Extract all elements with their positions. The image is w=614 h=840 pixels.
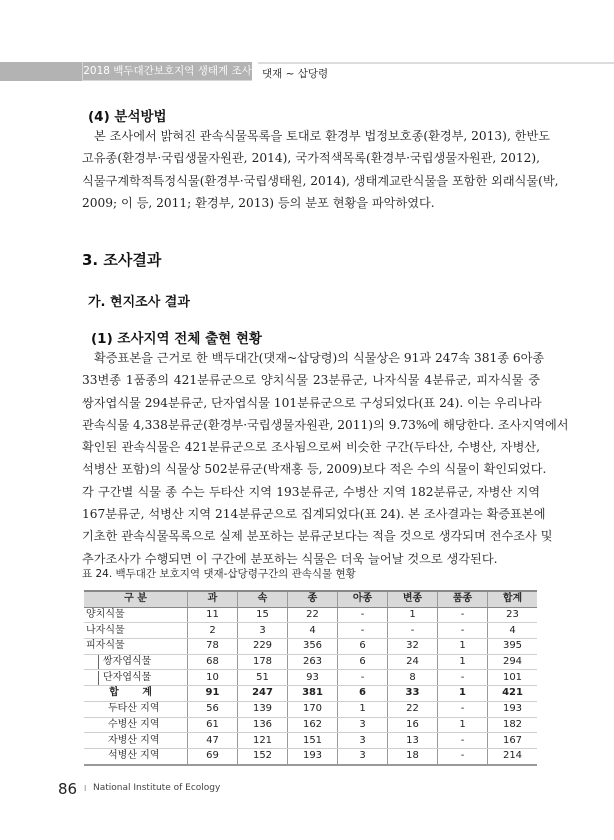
table-cell: 1 [438,686,488,702]
table-cell: 69 [188,748,238,764]
table-cell: - [338,607,388,623]
results-heading: 3. 조사결과 [82,251,162,269]
text-line: 각 구간별 식물 종 수는 두타산 지역 193분류군, 수병산 지역 182분류군, 자병산 지역 [82,484,540,499]
text-line: 확증표본을 근거로 한 백두대간(댓재~삽당령)의 식물상은 91과 247속 381종 6아종 [94,351,545,365]
row-label: 합 계 [84,686,188,702]
table-cell: 294 [488,654,538,670]
table-row [84,733,537,749]
table-cell: - [438,748,488,764]
row-label-text: 단자엽식물 [103,671,152,683]
table-cell: 167 [488,733,538,749]
table-row [84,670,537,686]
table-cell: 421 [488,686,538,702]
table-cell: 3 [238,623,288,639]
table-header-row [84,591,537,607]
table-cell: - [438,701,488,717]
table-cell: 4 [288,623,338,639]
table-cell: 15 [238,607,288,623]
table-cell: 24 [388,654,438,670]
table-cell: 6 [338,639,388,655]
table-cell: 139 [238,701,288,717]
table-cell: 6 [338,686,388,702]
table-cell: 56 [188,701,238,717]
table-cell: 3 [338,717,388,733]
table-cell: 6 [338,654,388,670]
row-label: 석병산 지역 [84,748,188,764]
table-caption: 표 24. 백두대간 보호지역 댓재-삽당령구간의 관속식물 현황 [82,568,356,580]
table-cell: 121 [238,733,288,749]
column-header: 변종 [388,591,438,607]
table-cell: 93 [288,670,338,686]
table-cell: - [438,623,488,639]
table-cell: - [438,607,488,623]
section-name: 댓재 ~ 삽당령 [262,68,329,80]
row-label: 피자식물 [84,639,188,655]
table-cell: 395 [488,639,538,655]
page-number: 86 [58,780,78,798]
text-line: 167분류군, 석병산 지역 214분류군으로 집계되었다(표 24). 본 조사결과는 확증표본에 [82,507,546,522]
table-cell: 356 [288,639,338,655]
table-cell: 11 [188,607,238,623]
table-row [84,748,537,764]
table-cell: 3 [338,733,388,749]
indent-bracket [84,671,99,685]
table-cell: - [338,670,388,686]
text-line: 확인된 관속식물은 421분류군으로 조사됨으로써 비슷한 구간(두타산, 수병산, 자병산, [82,440,540,455]
table-row [84,654,537,670]
table-cell: 68 [188,654,238,670]
row-label: 자병산 지역 [84,733,188,749]
column-header: 품종 [438,591,488,607]
text-line: 기초한 관속식물목록으로 실제 분포하는 분류군보다는 적을 것으로 생각되며 전수조사 및 [82,529,553,544]
overall-occurrence-heading: (1) 조사지역 전체 출현 현황 [91,331,262,347]
column-header: 합계 [488,591,538,607]
header-rule [258,62,614,64]
table-cell: 47 [188,733,238,749]
table-cell: 91 [188,686,238,702]
table-cell: 1 [438,654,488,670]
table-row [84,607,537,623]
indent-bracket [84,655,99,669]
text-line: 33변종 1품종의 421분류군으로 양치식물 23분류군, 나자식물 4분류군, 피자식물 중 [82,373,540,388]
table-cell: 33 [388,686,438,702]
text-line: 관속식물 4,338분류군(환경부·국립생물자원관, 2011)의 9.73%에 해당한다. 조사지역에서 [82,417,569,432]
table-row [84,686,537,702]
table-row [84,639,537,655]
table-cell: 18 [388,748,438,764]
table-cell: 10 [188,670,238,686]
text-line: 추가조사가 수행되면 이 구간에 분포하는 식물은 더욱 늘어날 것으로 생각된다. [82,551,498,566]
table-cell: - [388,623,438,639]
table-cell: 247 [238,686,288,702]
table-row [84,701,537,717]
table-cell: 23 [488,607,538,623]
column-header: 아종 [338,591,388,607]
column-header: 속 [238,591,288,607]
row-label: 두타산 지역 [84,701,188,717]
column-header: 종 [288,591,338,607]
column-header: 구 분 [84,591,188,607]
table-cell: - [338,623,388,639]
table-cell: 182 [488,717,538,733]
text-line: 석병산 포함)의 식물상 502분류군(박재홍 등, 2009)보다 적은 수의 식물이 확인되었다. [82,462,547,477]
table-cell: 381 [288,686,338,702]
table-cell: 178 [238,654,288,670]
table-cell: 3 [338,748,388,764]
table-cell: 162 [288,717,338,733]
table-cell: 51 [238,670,288,686]
table-cell: 152 [238,748,288,764]
table-cell: 170 [288,701,338,717]
table-cell: 8 [388,670,438,686]
table-cell: 2 [188,623,238,639]
table-cell: 1 [438,639,488,655]
row-label: 나자식물 [84,623,188,639]
table-cell: 193 [488,701,538,717]
report-title: 2018 백두대간보호지역 생태계 조사 [82,62,252,81]
table-cell: 1 [388,607,438,623]
table-cell: 32 [388,639,438,655]
row-label-text: 쌍자엽식물 [103,656,152,668]
table-cell: 229 [238,639,288,655]
table-cell: 193 [288,748,338,764]
table-cell: 263 [288,654,338,670]
table-cell: 214 [488,748,538,764]
text-line: 식물구계학적특정식물(환경부·국립생태원, 2014), 생태계교란식물을 포함한 외래식물(박, [82,173,559,188]
table-cell: 16 [388,717,438,733]
footer-separator: I [84,784,87,793]
footer-organization: National Institute of Ecology [93,783,221,793]
table-cell: 61 [188,717,238,733]
table-cell: 1 [338,701,388,717]
table-cell: 4 [488,623,538,639]
table-row [84,623,537,639]
vascular-plants-table [84,590,537,766]
row-label: 양치식물 [84,607,188,623]
method-heading: (4) 분석방법 [88,109,167,125]
text-line: 2009; 이 등, 2011; 환경부, 2013) 등의 분포 현황을 파악하였다. [82,195,435,210]
table-cell: 136 [238,717,288,733]
table-cell: 78 [188,639,238,655]
column-header: 과 [188,591,238,607]
table-cell: - [438,733,488,749]
text-line: 본 조사에서 밝혀진 관속식물목록을 토대로 환경부 법정보호종(환경부, 2013), 한반도 [94,129,551,143]
row-label [84,654,188,670]
row-label [84,670,188,686]
table-cell: 1 [438,717,488,733]
row-label: 수병산 지역 [84,717,188,733]
table-cell: 22 [388,701,438,717]
method-paragraph [82,125,559,214]
table-row [84,717,537,733]
text-line: 쌍자엽식물 294분류군, 단자엽식물 101분류군으로 구성되었다(표 24). 이는 우리나라 [82,395,542,410]
table-cell: - [438,670,488,686]
table-cell: 151 [288,733,338,749]
text-line: 고유종(환경부·국립생물자원관, 2014), 국가적색목록(환경부·국립생물자원관, 2012), [82,151,540,166]
table-cell: 22 [288,607,338,623]
field-survey-heading: 가. 현지조사 결과 [88,295,190,310]
table-cell: 13 [388,733,438,749]
results-paragraph [82,347,569,570]
table-cell: 101 [488,670,538,686]
